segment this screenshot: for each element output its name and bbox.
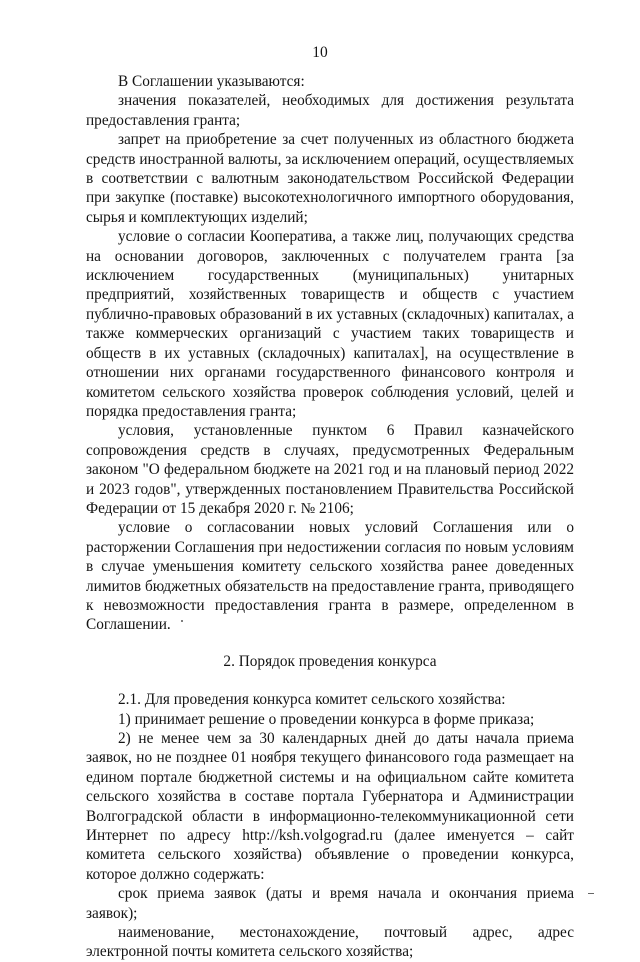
paragraph-currency-ban: запрет на приобретение за счет полученных из областного бюджета средств иностранной валюты, за исключением операций, осуществляемых в соответствии с валютным законодательством Российской Федерации при закупке (поставке) высокотехнологичного импортного оборудования, сырья и комплектующих изделий; [86, 131, 575, 226]
paragraph-intro: В Соглашении указываются: [118, 73, 305, 90]
paragraph-consent-condition: условие о согласии Кооператива, а также лиц, получающих средства на основании договоров, заключенных с получателем гранта [за исключением государственных (муниципальных) унитарных предприятий, хозяйственных товариществ и обществ с участием публично-правовых образований в их уставных (складочных) капиталах, а также коммерческих организаций с участием таких товариществ и обществ в их уставных (складочных) капиталах], на осуществление в отношении них органами государственного финансового контроля и комитетом сельского хозяйства проверок соблюдения условий, целей и порядка предоставления гранта; [86, 228, 574, 420]
paragraph-indicators: значения показателей, необходимых для достижения результата предоставления гранта; [86, 92, 574, 129]
section-heading: 2. Порядок проведения конкурса [223, 652, 437, 670]
paragraph-item-2: 2) не менее чем за 30 календарных дней до даты начала приема заявок, но не позднее 01 ноября текущего финансового года размещает на едином портале бюджетной системы и на официальном сайте комитета сельского хозяйства в составе портала Губернатора и Администрации Волгоградской области в информационно-телекоммуникационной сети Интернет по адресу http://ksh.volgograd.ru (далее именуется – сайт комитета сельского хозяйства) объявление о проведении конкурса, которое должно содержать: [86, 730, 574, 883]
paragraph-application-period: срок приема заявок (даты и время начала и окончания приема заявок); [86, 885, 574, 922]
page-number: 10 [312, 44, 328, 61]
paragraph-item-1: 1) принимает решение о проведении конкурса в форме приказа; [118, 710, 535, 728]
scan-artifact [588, 893, 594, 894]
paragraph-committee-contacts: наименование, местонахождение, почтовый адрес, адрес электронной почты комитета сельского хозяйства; [86, 924, 574, 961]
paragraph-2-1: 2.1. Для проведения конкурса комитет сельского хозяйства: [118, 691, 506, 709]
paragraph-agreement-changes: условие о согласовании новых условий Соглашения или о расторжении Соглашения при недостижении согласия по новым условиям в случае уменьшения комитету сельского хозяйства ранее доведенных лимитов бюджетных обязательств на предоставление гранта, приводящего к невозможности предоставления гранта в размере, определенном в Соглашении. [86, 519, 574, 634]
scan-speck [181, 620, 183, 622]
document-body [86, 72, 574, 962]
paragraph-treasury-conditions: условия, установленные пунктом 6 Правил казначейского сопровождения средств в случаях, предусмотренных Федеральным законом "О федеральном бюджете на 2021 год и на плановый период 2022 и 2023 годов", утвержденных постановлением Правительства Российской Федерации от 15 декабря 2020 г. № 2106; [86, 422, 574, 517]
